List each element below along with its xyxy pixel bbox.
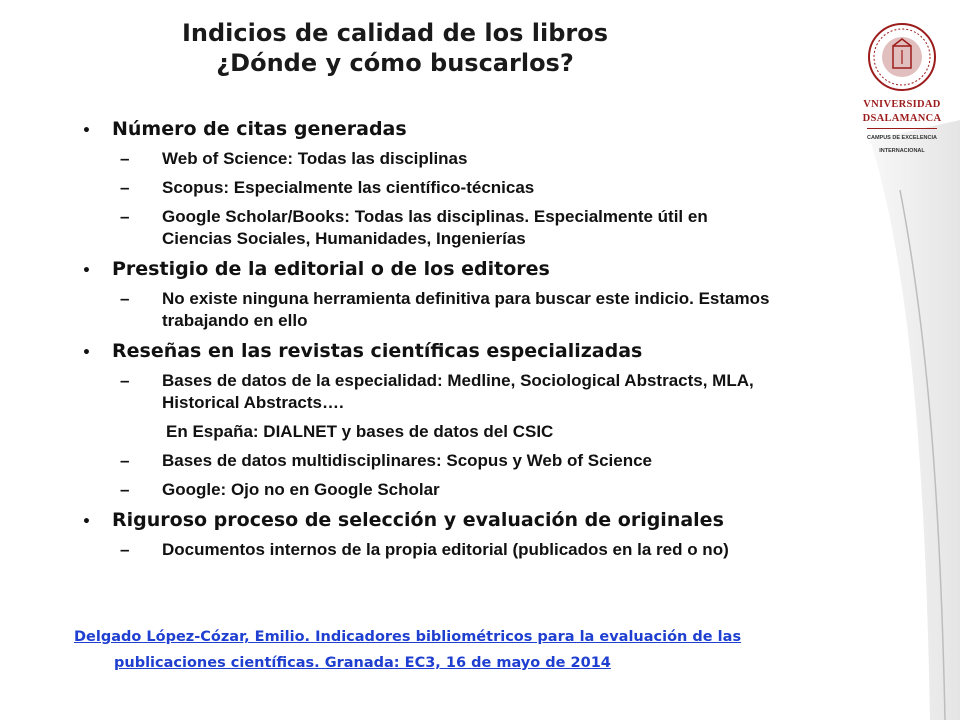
sub-item: – Web of Science: Todas las disciplinas bbox=[82, 148, 782, 170]
bullet-icon: • bbox=[82, 263, 91, 279]
seal-icon bbox=[867, 22, 937, 92]
logo-line-2: DSALAMANCA bbox=[862, 113, 942, 124]
dash-icon: – bbox=[120, 480, 130, 499]
sub-item: – No existe ninguna herramienta definitiva para buscar este indicio. Estamos trabajando en ello bbox=[82, 288, 782, 332]
dash-icon: – bbox=[120, 371, 130, 390]
reference-link-line-2[interactable]: publicaciones científicas. Granada: EC3, 16 de mayo de 2014 bbox=[114, 655, 611, 671]
sub-item: – Google: Ojo no en Google Scholar bbox=[82, 479, 782, 501]
logo-sub-1: CAMPUS DE EXCELENCIA bbox=[867, 135, 937, 141]
dash-icon: – bbox=[120, 540, 130, 559]
bullet-heading: • Prestigio de la editorial o de los editores bbox=[82, 256, 782, 284]
title-line-1: Indicios de calidad de los libros bbox=[181, 19, 608, 47]
bullet-heading: • Número de citas generadas bbox=[82, 116, 782, 144]
university-logo bbox=[862, 22, 942, 155]
reference-link-line-1[interactable]: Delgado López-Cózar, Emilio. Indicadores bibliométricos para la evaluación de las bbox=[74, 629, 742, 645]
sub-item: – Documentos internos de la propia editorial (publicados en la red o no) bbox=[82, 539, 782, 561]
bullet-heading: • Reseñas en las revistas científicas especializadas bbox=[82, 338, 782, 366]
sub-item: – Google Scholar/Books: Todas las disciplinas. Especialmente útil en Ciencias Sociales, Humanidades, Ingenierías bbox=[82, 206, 782, 250]
bullet-heading: • Riguroso proceso de selección y evaluación de originales bbox=[82, 507, 782, 535]
logo-sub-2: INTERNACIONAL bbox=[879, 148, 925, 154]
logo-line-1: VNIVERSIDAD bbox=[863, 99, 941, 110]
sub-item: – Bases de datos de la especialidad: Medline, Sociological Abstracts, MLA, Historical Abstracts…. bbox=[82, 370, 782, 414]
bullet-icon: • bbox=[82, 123, 91, 139]
sub-item-continuation: En España: DIALNET y bases de datos del CSIC bbox=[166, 422, 554, 441]
dash-icon: – bbox=[120, 289, 130, 308]
title-line-2: ¿Dónde y cómo buscarlos? bbox=[216, 49, 574, 77]
dash-icon: – bbox=[120, 207, 130, 226]
logo-divider bbox=[867, 128, 937, 129]
sub-item: – Scopus: Especialmente las científico-técnicas bbox=[82, 177, 782, 199]
bullet-list bbox=[82, 116, 782, 561]
reference-link[interactable] bbox=[74, 624, 794, 676]
dash-icon: – bbox=[120, 149, 130, 168]
slide-title bbox=[0, 18, 790, 78]
dash-icon: – bbox=[120, 451, 130, 470]
dash-icon: – bbox=[120, 178, 130, 197]
bullet-icon: • bbox=[82, 514, 91, 530]
bullet-icon: • bbox=[82, 345, 91, 361]
sub-item: – Bases de datos multidisciplinares: Scopus y Web of Science bbox=[82, 450, 782, 472]
